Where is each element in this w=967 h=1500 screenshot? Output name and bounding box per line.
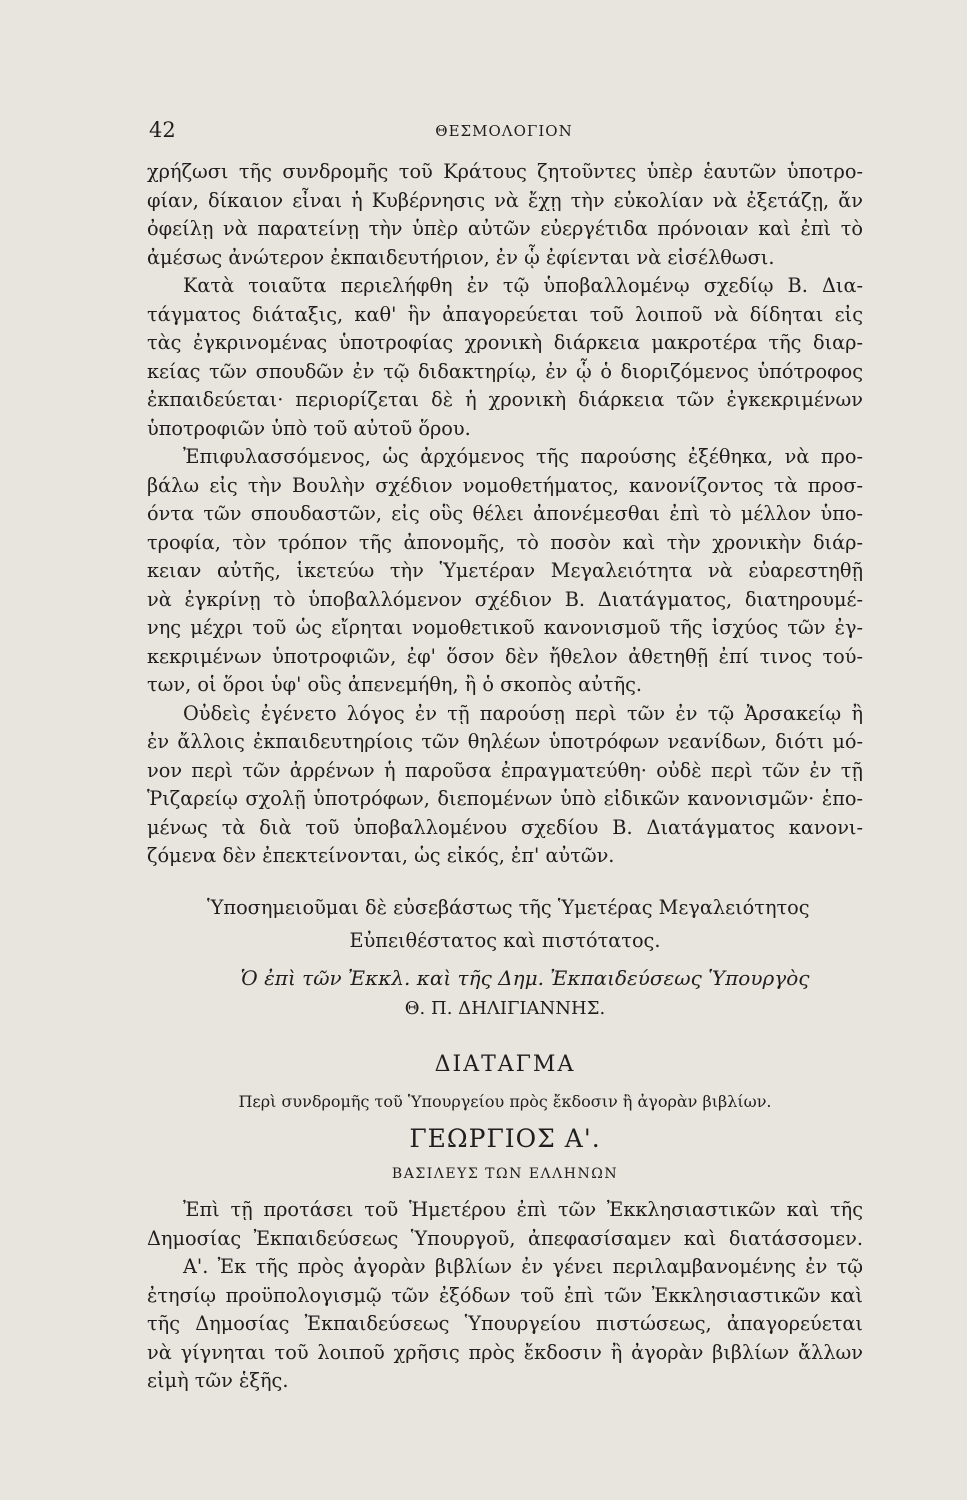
text-line: Δημοσίας Ἐκπαιδεύσεως Ὑπουργοῦ, ἀπεφασίσαμεν καὶ διατάσσομεν. — [147, 1226, 863, 1250]
text-line: νὰ ἐγκρίνῃ τὸ ὑποβαλλόμενον σχέδιον Β. Διατάγματος, διατηρουμέ- — [147, 587, 863, 611]
text-line: Ἐπὶ τῇ προτάσει τοῦ Ἡμετέρου ἐπὶ τῶν Ἐκκλησιαστικῶν καὶ τῆς — [183, 1198, 863, 1221]
text-line: Ἐπιφυλασσόμενος, ὡς ἀρχόμενος τῆς παρούσης ἐξέθηκα, νὰ προ- — [183, 445, 863, 468]
text-line: νὰ γίγνηται τοῦ λοιποῦ χρῆσις πρὸς ἔκδοσιν ἢ ἀγορὰν βιβλίων ἄλλων — [147, 1340, 863, 1364]
text-line: των, οἱ ὅροι ὑφ' οὓς ἀπενεμήθη, ἢ ὁ σκοπὸς αὐτῆς. — [147, 673, 643, 696]
text-line: ὀφείλῃ νὰ παρατείνῃ τὴν ὑπὲρ αὐτῶν εὐεργέτιδα πρόνοιαν καὶ ἐπὶ τὸ — [147, 217, 863, 240]
text-line: τὰς ἐγκρινομένας ὑποτροφίας χρονικὴ διάρκεια μακροτέρα τῆς διαρ- — [147, 331, 863, 354]
text-line: κειαν αὐτῆς, ἱκετεύω τὴν Ὑμετέραν Μεγαλειότητα νὰ εὐαρεστηθῇ — [147, 559, 863, 582]
text-line: βάλω εἰς τὴν Βουλὴν σχέδιον νομοθετήματος, κανονίζοντος τὰ προσ- — [147, 473, 863, 497]
text-line: όντα τῶν σπουδαστῶν, εἰς οὓς θέλει ἀπονέμεσθαι ἐπὶ τὸ μέλλον ὑπο- — [147, 502, 863, 525]
text-line: νον περὶ τῶν ἀρρένων ἡ παροῦσα ἐπραγματεύθη· οὐδὲ περὶ τῶν ἐν τῇ — [147, 758, 863, 782]
decree-subject: Περὶ συνδρομῆς τοῦ Ὑπουργείου πρὸς ἔκδοσιν ἢ ἀγορὰν βιβλίων. — [238, 1092, 772, 1111]
body-text — [147, 158, 863, 871]
signatory-role: Ὁ ἐπὶ τῶν Ἐκκλ. καὶ τῆς Δημ. Ἐκπαιδεύσεως Ὑπουργὸς — [240, 966, 810, 990]
text-line: φίαν, δίκαιον εἶναι ἡ Κυβέρνησις νὰ ἔχῃ τὴν εὐκολίαν νὰ ἐξετάζῃ, ἄν — [147, 188, 863, 212]
decree-title: ΔΙΑΤΑΓΜΑ — [434, 1052, 576, 1077]
text-line: εἰμὴ τῶν ἑξῆς. — [147, 1369, 289, 1392]
text-line: Κατὰ τοιαῦτα περιελήφθη ἐν τῷ ὑποβαλλομένῳ σχεδίῳ Β. Δια- — [183, 274, 863, 297]
text-line: Ῥιζαρείῳ σχολῇ ὑποτρόφων, διεπομένων ὑπὸ εἰδικῶν κανονισμῶν· ἑπο- — [147, 787, 863, 810]
text-line: ζόμενα δὲν ἐπεκτείνονται, ὡς εἰκός, ἐπ' αὐτῶν. — [147, 844, 615, 867]
king-title: ΒΑΣΙΛΕΥΣ ΤΩΝ ΕΛΛΗΝΩΝ — [391, 1166, 619, 1182]
closing-signoff: Εὐπειθέστατος καὶ πιστότατος. — [349, 929, 661, 952]
running-title: ΘΕΣΜΟΛΟΓΙΟΝ — [435, 122, 573, 140]
text-line: χρήζωσι τῆς συνδρομῆς τοῦ Κράτους ζητοῦντες ὑπὲρ ἑαυτῶν ὑποτρο- — [147, 160, 863, 183]
text-line: Α'. Ἐκ τῆς πρὸς ἀγορὰν βιβλίων ἐν γένει περιλαμβανομένης ἐν τῷ — [183, 1255, 863, 1278]
text-line: τάγματος διάταξις, καθ' ἣν ἀπαγορεύεται τοῦ λοιποῦ νὰ δίδηται εἰς — [147, 302, 863, 326]
text-line: νης μέχρι τοῦ ὡς εἴρηται νομοθετικοῦ κανονισμοῦ τῆς ἰσχύος τῶν ἐγ- — [147, 616, 863, 639]
text-line: μένως τὰ διὰ τοῦ ὑποβαλλομένου σχεδίου Β. Διατάγματος κανονι- — [147, 815, 863, 839]
page-header — [149, 118, 859, 148]
text-line: ὑποτροφιῶν ὑπὸ τοῦ αὐτοῦ ὅρου. — [147, 416, 471, 440]
text-line: κείας τῶν σπουδῶν ἐν τῷ διδακτηρίῳ, ἐν ᾧ ὁ διοριζόμενος ὑπότροφος — [147, 359, 863, 383]
text-line: ἐκπαιδεύεται· περιορίζεται δὲ ἡ χρονικὴ διάρκεια τῶν ἐγκεκριμένων — [147, 388, 863, 411]
text-line: κεκριμένων ὑποτροφιῶν, ἐφ' ὅσον δὲν ἤθελον ἀθετηθῇ ἐπί τινος τού- — [147, 644, 863, 668]
text-line: ἐτησίῳ προϋπολογισμῷ τῶν ἐξόδων τοῦ ἐπὶ τῶν Ἐκκλησιαστικῶν καὶ — [147, 1283, 863, 1307]
text-line: τῆς Δημοσίας Ἐκπαιδεύσεως Ὑπουργείου πιστώσεως, ἀπαγορεύεται — [147, 1312, 863, 1335]
text-line: τροφία, τὸν τρόπον τῆς ἀπονομῆς, τὸ ποσὸν καὶ τὴν χρονικὴν διάρ- — [147, 530, 863, 554]
king-name: ΓΕΩΡΓΙΟΣ Α'. — [409, 1124, 601, 1153]
signatory-name: Θ. Π. ΔΗΛΙΓΙΑΝΝΗΣ. — [404, 998, 606, 1019]
closing-salutation: Ὑποσημειοῦμαι δὲ εὐσεβάστως τῆς Ὑμετέρας Μεγαλειότητος — [207, 896, 810, 919]
text-line: Οὐδεὶς ἐγένετο λόγος ἐν τῇ παρούσῃ περὶ τῶν ἐν τῷ Ἀρσακείῳ ἢ — [183, 701, 863, 725]
text-line: ἀμέσως ἀνώτερον ἐκπαιδευτήριον, ἐν ᾧ ἐφίενται νὰ εἰσέλθωσι. — [147, 245, 775, 269]
decree-text — [147, 1196, 863, 1396]
page-number: 42 — [149, 118, 176, 142]
text-line: ἐν ἄλλοις ἐκπαιδευτηρίοις τῶν θηλέων ὑποτρόφων νεανίδων, διότι μό- — [147, 730, 863, 753]
